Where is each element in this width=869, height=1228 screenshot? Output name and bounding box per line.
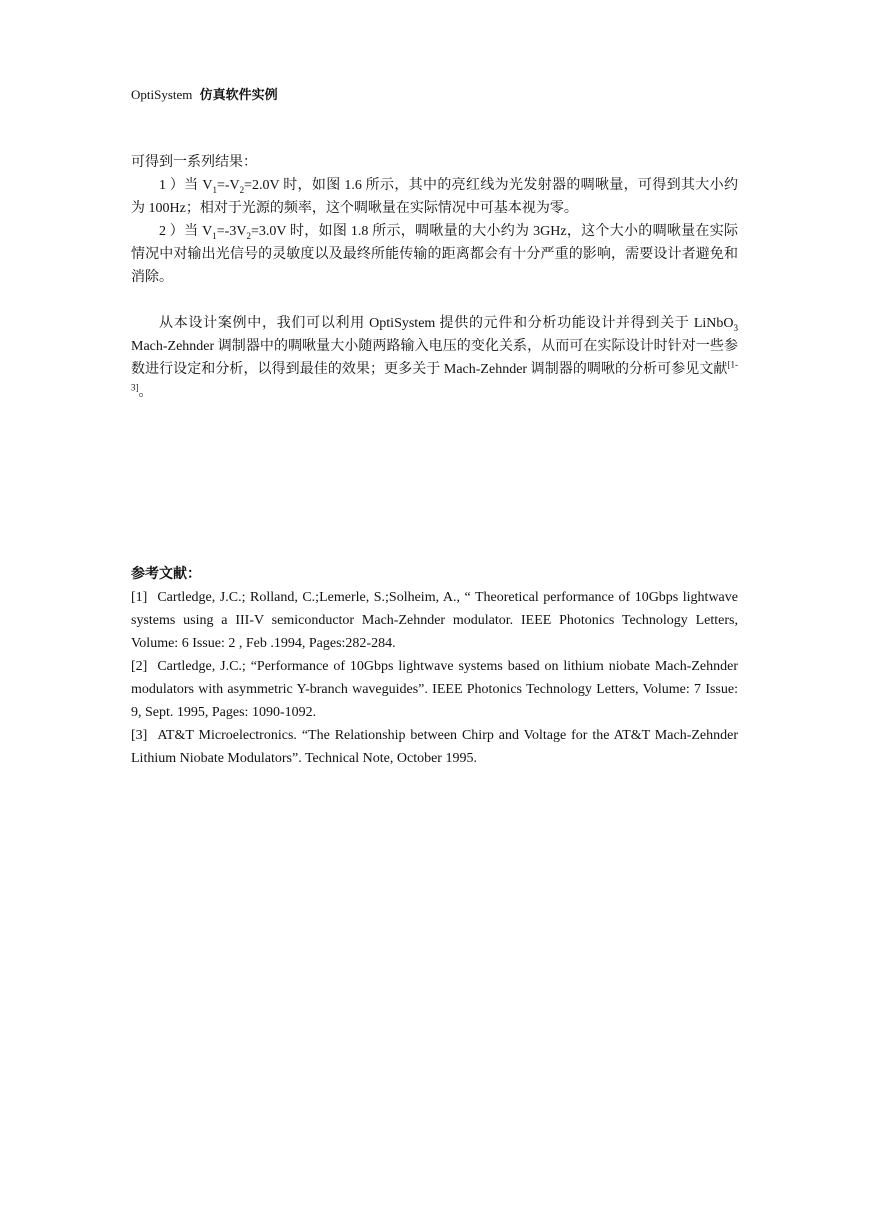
conclusion-subscript: 3	[733, 322, 738, 333]
reference-item	[131, 724, 738, 770]
reference-text: Cartledge, J.C.; “Performance of 10Gbps lightwave systems based on lithium niobate Mach-Zehnder modulators with asymmetric Y-branch waveguides”. IEEE Photonics Technology Letters, Volume: 7 Issue: 9, Sept. 1995, Pages: 1090-1092.	[131, 659, 738, 720]
paragraph-gap	[131, 289, 738, 312]
intro-paragraph: 可得到一系列结果：	[131, 155, 257, 170]
conclusion-end: 。	[138, 385, 153, 400]
result-item-1	[131, 174, 738, 220]
reference-item	[131, 586, 738, 655]
item2-subscript-2: 2	[246, 230, 251, 241]
page-header	[131, 87, 278, 103]
citation-superscript: [1-3]	[131, 359, 738, 393]
body-text	[131, 151, 738, 404]
item2-prefix: 2 ）当 V	[159, 224, 213, 239]
item1-subscript-1: 1	[212, 184, 217, 195]
header-subtitle: 仿真软件实例	[199, 87, 278, 102]
item1-prefix: 1 ）当 V	[159, 178, 213, 193]
reference-number: [2]	[131, 659, 148, 674]
item1-rest: =2.0V 时，如图 1.6 所示，其中的亮红线为光发射器的啁啾量，可得到其大小约为 100Hz；相对于光源的频率，这个啁啾量在实际情况中可基本视为零。	[131, 178, 738, 216]
item1-mid: =-V	[216, 178, 240, 193]
reference-number: [1]	[131, 590, 148, 605]
conclusion-part-1: 从本设计案例中，我们可以利用 OptiSystem 提供的元件和分析功能设计并得到关于 LiNbO	[159, 316, 734, 331]
conclusion-paragraph	[131, 312, 738, 404]
reference-number: [3]	[131, 728, 148, 743]
header-app-name: OptiSystem	[131, 87, 193, 102]
reference-text: AT&T Microelectronics. “The Relationship between Chirp and Voltage for the AT&T Mach-Zehnder Lithium Niobate Modulators”. Technical Note, October 1995.	[131, 728, 738, 766]
reference-text: Cartledge, J.C.; Rolland, C.;Lemerle, S.;Solheim, A., “ Theoretical performance of 10Gbps lightwave systems using a III-V semiconductor Mach-Zehnder modulator. IEEE Photonics Technology Letters, Volume: 6 Issue: 2 , Feb .1994, Pages:282-284.	[131, 590, 738, 651]
item1-subscript-2: 2	[239, 184, 245, 195]
item2-mid: =-3V	[216, 224, 247, 239]
reference-item	[131, 655, 738, 724]
result-item-2	[131, 220, 738, 289]
item2-rest: =3.0V 时，如图 1.8 所示，啁啾量的大小约为 3GHz，这个大小的啁啾量在实际情况中对输出光信号的灵敏度以及最终所能传输的距离都会有十分严重的影响，需要设计者避免和消除。	[131, 224, 738, 285]
item2-subscript-1: 1	[212, 230, 217, 241]
conclusion-part-2: Mach-Zehnder 调制器中的啁啾量大小随两路输入电压的变化关系，从而可在实际设计时针对一些参数进行设定和分析，以得到最佳的效果；更多关于 Mach-Zehnder 调制器的啁啾的分析可参见文献	[131, 339, 738, 377]
references-section	[131, 563, 738, 770]
references-title: 参考文献：	[131, 567, 201, 582]
